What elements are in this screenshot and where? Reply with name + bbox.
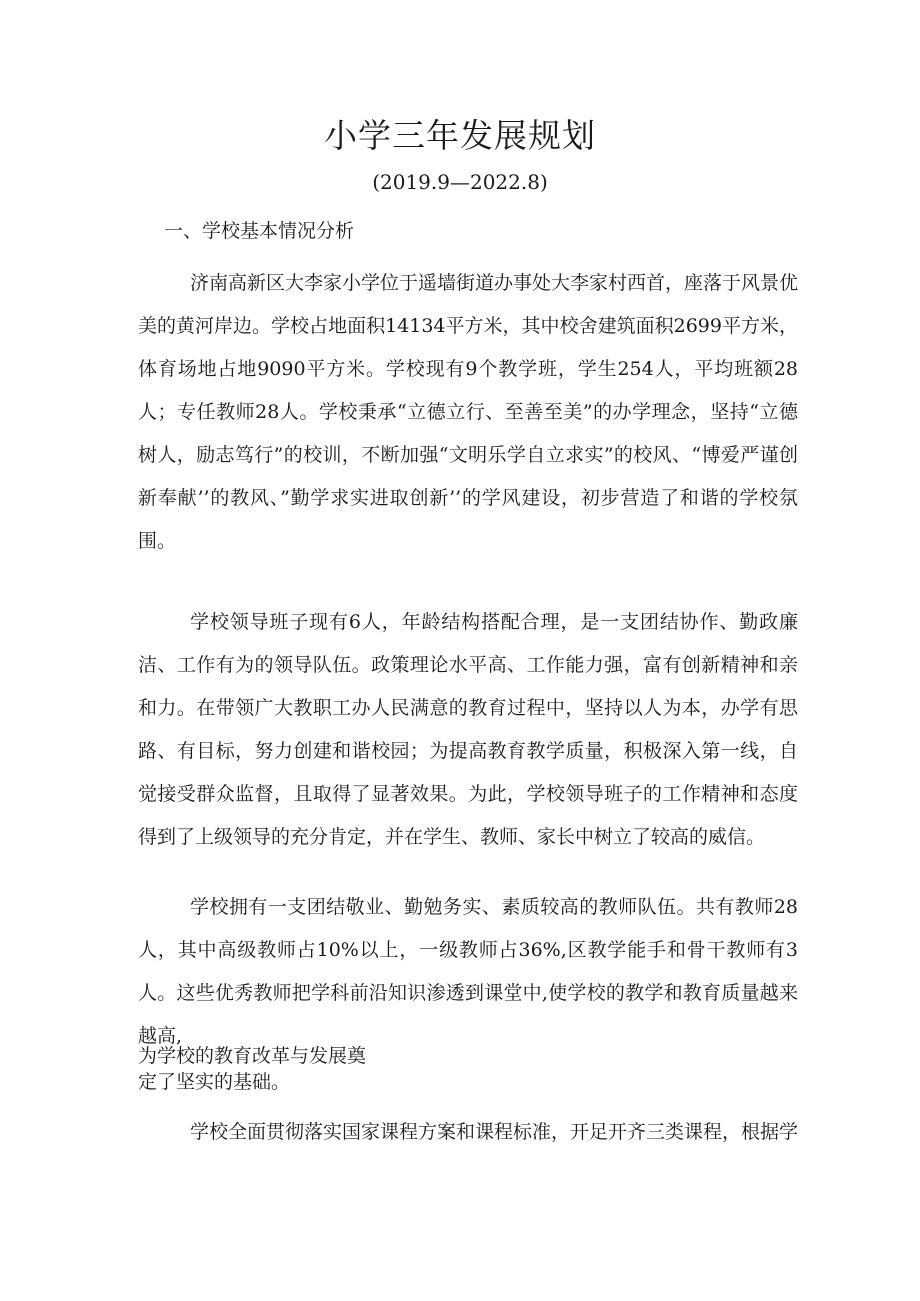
section-heading: 一、学校基本情况分析 <box>164 220 355 242</box>
paragraph-leadership: 学校领导班子现有6人，年龄结构搭配合理，是一支团结协作、勤政廉洁、工作有为的领导队伍。政策理论水平高、工作能力强，富有创新精神和亲和力。在带领广大教职工办人民满意的教育过程中，坚持以人为本，办学有思路、有目标，努力创建和谐校园；为提高教育教学质量，积极深入第一线，自觉接受群众监督，且取得了显著效果。为此，学校领导班子的工作精神和态度得到了上级领导的充分肯定，并在学生、教师、家长中树立了较高的威信。 <box>138 611 798 848</box>
paragraph-school-overview: 济南高新区大李家小学位于遥墙街道办事处大李家村西首，座落于风景优美的黄河岸边。学校占地面积14134平方米，其中校舍建筑面积2699平方米，体育场地占地9090平方米。学校现有9个教学班，学生254人，平均班额28人；专任教师28人。学校秉承“立德立行、至善至美”的办学理念，坚持“立德树人，励志笃行”的校训，不断加强“文明乐学自立求实”的校风、“博爱严谨创新奉献’’的教风、”勤学求实进取创新’’的学风建设，初步营造了和谐的学校氛围。 <box>138 272 799 552</box>
paragraph-teachers: 学校拥有一支团结敬业、勤勉务实、素质较高的教师队伍。共有教师28人，其中高级教师占10%以上，一级教师占36%,区教学能手和骨干教师有3人。这些优秀教师把学科前沿知识渗透到课堂中,使学校的教学和教育质量越来越高, <box>138 896 798 1047</box>
document-date-range: (2019.9—2022.8) <box>372 170 548 194</box>
paragraph-curriculum: 学校全面贯彻落实国家课程方案和课程标准，开足开齐三类课程，根据学 <box>190 1121 799 1143</box>
document-title: 小学三年发展规划 <box>324 116 596 155</box>
paragraph-teachers-continued: 为学校的教育改革与发展奠 定了坚实的基础。 <box>138 1045 367 1093</box>
